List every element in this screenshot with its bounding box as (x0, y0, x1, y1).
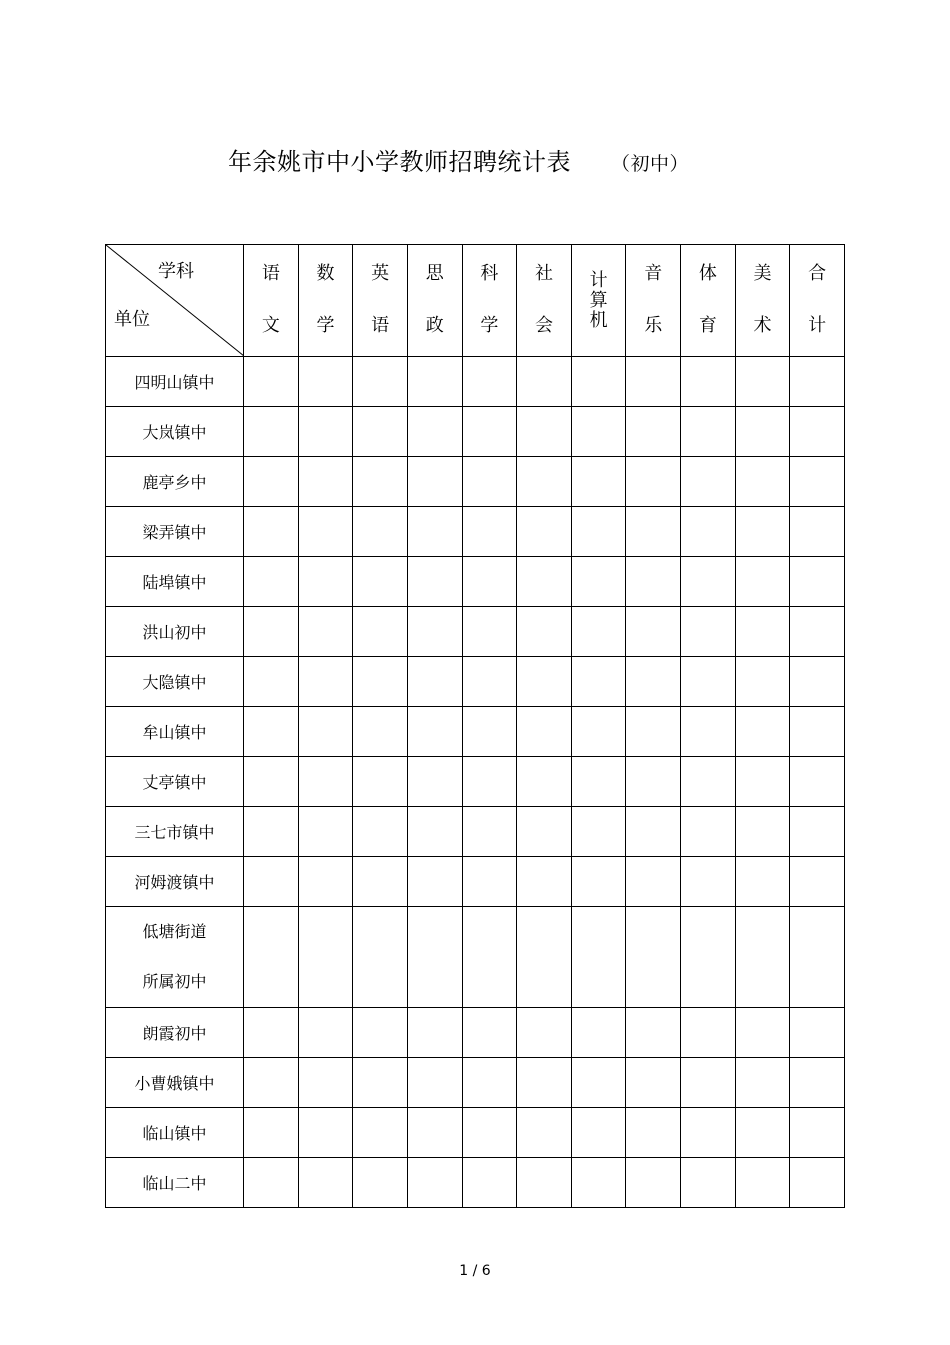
subject-char: 音 (644, 263, 663, 284)
subject-char: 思 (425, 263, 444, 284)
empty-cell (462, 557, 517, 607)
empty-cell (407, 1008, 462, 1058)
empty-cell (790, 1108, 845, 1158)
empty-cell (517, 407, 572, 457)
empty-cell (462, 407, 517, 457)
empty-cell (407, 757, 462, 807)
empty-cell (517, 807, 572, 857)
empty-cell (517, 1058, 572, 1108)
unit-name: 大隐镇中 (106, 657, 244, 707)
empty-cell (681, 657, 736, 707)
empty-cell (244, 557, 299, 607)
empty-cell (517, 357, 572, 407)
unit-name-line: 所属初中 (142, 972, 207, 991)
unit-name: 四明山镇中 (106, 357, 244, 407)
subject-char: 政 (425, 315, 444, 336)
empty-cell (517, 707, 572, 757)
empty-cell (244, 757, 299, 807)
empty-cell (517, 857, 572, 907)
empty-cell (517, 507, 572, 557)
empty-cell (571, 1058, 626, 1108)
empty-cell (681, 707, 736, 757)
empty-cell (298, 907, 353, 1008)
subject-header (462, 245, 517, 357)
corner-unit-label: 单位 (114, 309, 150, 330)
empty-cell (462, 1158, 517, 1208)
table-row (106, 807, 845, 857)
empty-cell (517, 1158, 572, 1208)
empty-cell (407, 357, 462, 407)
empty-cell (353, 607, 408, 657)
empty-cell (353, 407, 408, 457)
title-text: 年余姚市中小学教师招聘统计表 (228, 148, 571, 176)
empty-cell (517, 907, 572, 1008)
empty-cell (353, 507, 408, 557)
empty-cell (244, 407, 299, 457)
empty-cell (681, 457, 736, 507)
empty-cell (462, 1108, 517, 1158)
unit-name: 小曹娥镇中 (106, 1058, 244, 1108)
table-row (106, 1008, 845, 1058)
subject-char: 语 (261, 263, 280, 284)
empty-cell (571, 857, 626, 907)
subject-header (626, 245, 681, 357)
subject-header (790, 245, 845, 357)
unit-name: 梁弄镇中 (106, 507, 244, 557)
subject-char: 乐 (644, 315, 663, 336)
table-row (106, 557, 845, 607)
empty-cell (681, 1158, 736, 1208)
empty-cell (244, 1108, 299, 1158)
empty-cell (407, 457, 462, 507)
empty-cell (571, 357, 626, 407)
empty-cell (626, 407, 681, 457)
subject-char: 计 (808, 315, 827, 336)
empty-cell (298, 757, 353, 807)
empty-cell (407, 1108, 462, 1158)
empty-cell (407, 907, 462, 1008)
subject-header (681, 245, 736, 357)
subject-char: 社 (534, 263, 553, 284)
corner-header (106, 245, 244, 357)
empty-cell (735, 357, 790, 407)
empty-cell (790, 457, 845, 507)
empty-cell (298, 1158, 353, 1208)
unit-name: 朗霞初中 (106, 1008, 244, 1058)
subject-char: 语 (371, 315, 390, 336)
empty-cell (353, 657, 408, 707)
table-row (106, 407, 845, 457)
empty-cell (626, 1058, 681, 1108)
empty-cell (517, 457, 572, 507)
empty-cell (353, 1108, 408, 1158)
subject-char: 学 (480, 315, 499, 336)
empty-cell (790, 607, 845, 657)
empty-cell (681, 557, 736, 607)
subject-header (298, 245, 353, 357)
empty-cell (407, 607, 462, 657)
empty-cell (790, 557, 845, 607)
empty-cell (790, 357, 845, 407)
empty-cell (353, 907, 408, 1008)
empty-cell (517, 607, 572, 657)
empty-cell (626, 907, 681, 1008)
unit-name: 三七市镇中 (106, 807, 244, 857)
empty-cell (407, 557, 462, 607)
unit-name: 河姆渡镇中 (106, 857, 244, 907)
empty-cell (790, 507, 845, 557)
empty-cell (298, 557, 353, 607)
table-row (106, 907, 845, 1008)
page-number: 1 / 6 (459, 1263, 491, 1279)
unit-name: 鹿亭乡中 (106, 457, 244, 507)
empty-cell (681, 507, 736, 557)
empty-cell (298, 357, 353, 407)
empty-cell (462, 907, 517, 1008)
unit-name: 大岚镇中 (106, 407, 244, 457)
empty-cell (244, 707, 299, 757)
subject-char: 文 (261, 315, 280, 336)
empty-cell (353, 1008, 408, 1058)
subject-header (517, 245, 572, 357)
recruitment-table (105, 244, 845, 1208)
unit-name: 临山二中 (106, 1158, 244, 1208)
empty-cell (298, 607, 353, 657)
empty-cell (462, 1008, 517, 1058)
empty-cell (681, 807, 736, 857)
empty-cell (353, 1158, 408, 1208)
empty-cell (626, 807, 681, 857)
empty-cell (298, 707, 353, 757)
empty-cell (244, 1158, 299, 1208)
empty-cell (626, 1008, 681, 1058)
empty-cell (681, 607, 736, 657)
empty-cell (298, 857, 353, 907)
empty-cell (571, 407, 626, 457)
empty-cell (571, 1158, 626, 1208)
empty-cell (735, 857, 790, 907)
empty-cell (735, 707, 790, 757)
empty-cell (462, 1058, 517, 1108)
empty-cell (462, 657, 517, 707)
subject-char: 合 (808, 263, 827, 284)
empty-cell (462, 607, 517, 657)
subject-header (244, 245, 299, 357)
subject-header (735, 245, 790, 357)
empty-cell (790, 1058, 845, 1108)
empty-cell (244, 907, 299, 1008)
subject-char: 育 (698, 315, 717, 336)
subject-header (407, 245, 462, 357)
empty-cell (626, 857, 681, 907)
empty-cell (353, 757, 408, 807)
empty-cell (626, 657, 681, 707)
empty-cell (735, 507, 790, 557)
empty-cell (681, 407, 736, 457)
empty-cell (790, 707, 845, 757)
empty-cell (407, 507, 462, 557)
empty-cell (571, 657, 626, 707)
empty-cell (517, 1008, 572, 1058)
subject-char: 算 (589, 289, 608, 311)
empty-cell (244, 1008, 299, 1058)
empty-cell (462, 707, 517, 757)
empty-cell (735, 657, 790, 707)
table-row (106, 607, 845, 657)
empty-cell (244, 457, 299, 507)
empty-cell (298, 1058, 353, 1108)
empty-cell (353, 557, 408, 607)
empty-cell (462, 457, 517, 507)
empty-cell (244, 857, 299, 907)
empty-cell (790, 757, 845, 807)
empty-cell (681, 907, 736, 1008)
subject-char: 体 (698, 263, 717, 284)
unit-name-line: 低塘街道 (142, 922, 207, 941)
empty-cell (517, 557, 572, 607)
empty-cell (353, 807, 408, 857)
empty-cell (735, 407, 790, 457)
empty-cell (735, 457, 790, 507)
empty-cell (407, 1058, 462, 1108)
empty-cell (407, 857, 462, 907)
empty-cell (462, 357, 517, 407)
corner-subject-label: 学科 (158, 261, 194, 282)
empty-cell (298, 457, 353, 507)
empty-cell (353, 1058, 408, 1108)
empty-cell (790, 407, 845, 457)
empty-cell (681, 1008, 736, 1058)
empty-cell (462, 857, 517, 907)
empty-cell (298, 1108, 353, 1158)
subject-char: 机 (589, 309, 608, 331)
empty-cell (735, 607, 790, 657)
empty-cell (407, 807, 462, 857)
empty-cell (462, 507, 517, 557)
empty-cell (735, 757, 790, 807)
empty-cell (517, 657, 572, 707)
empty-cell (681, 1058, 736, 1108)
table-row (106, 707, 845, 757)
empty-cell (407, 407, 462, 457)
subject-char: 英 (371, 263, 390, 284)
empty-cell (790, 1158, 845, 1208)
empty-cell (244, 357, 299, 407)
empty-cell (571, 1008, 626, 1058)
table-row (106, 1058, 845, 1108)
empty-cell (298, 507, 353, 557)
empty-cell (735, 1008, 790, 1058)
empty-cell (571, 757, 626, 807)
empty-cell (626, 557, 681, 607)
empty-cell (571, 807, 626, 857)
empty-cell (298, 407, 353, 457)
empty-cell (681, 1108, 736, 1158)
empty-cell (571, 707, 626, 757)
empty-cell (790, 657, 845, 707)
empty-cell (735, 1108, 790, 1158)
empty-cell (571, 907, 626, 1008)
empty-cell (790, 1008, 845, 1058)
unit-name: 临山镇中 (106, 1108, 244, 1158)
table-row (106, 757, 845, 807)
empty-cell (681, 857, 736, 907)
empty-cell (571, 457, 626, 507)
title-subtitle: （初中） (611, 153, 690, 175)
subject-char: 数 (316, 263, 335, 284)
empty-cell (353, 357, 408, 407)
empty-cell (244, 807, 299, 857)
empty-cell (571, 607, 626, 657)
table-row (106, 1158, 845, 1208)
subject-char: 美 (753, 263, 772, 284)
unit-name: 洪山初中 (106, 607, 244, 657)
empty-cell (626, 1108, 681, 1158)
empty-cell (681, 757, 736, 807)
subject-char: 科 (480, 263, 499, 284)
empty-cell (462, 757, 517, 807)
empty-cell (626, 357, 681, 407)
empty-cell (298, 657, 353, 707)
empty-cell (790, 857, 845, 907)
empty-cell (626, 507, 681, 557)
subject-char: 会 (534, 315, 553, 336)
table-row (106, 357, 845, 407)
subject-char: 计 (589, 269, 608, 291)
empty-cell (735, 1158, 790, 1208)
page-title (228, 142, 689, 177)
empty-cell (626, 1158, 681, 1208)
unit-name: 陆埠镇中 (106, 557, 244, 607)
unit-name: 牟山镇中 (106, 707, 244, 757)
subject-header (571, 245, 626, 357)
subject-char: 术 (753, 315, 772, 336)
empty-cell (407, 657, 462, 707)
unit-name: 丈亭镇中 (106, 757, 244, 807)
empty-cell (244, 657, 299, 707)
table-row (106, 857, 845, 907)
table-row (106, 657, 845, 707)
table-row (106, 507, 845, 557)
empty-cell (517, 757, 572, 807)
empty-cell (626, 607, 681, 657)
empty-cell (244, 607, 299, 657)
empty-cell (298, 1008, 353, 1058)
empty-cell (735, 807, 790, 857)
empty-cell (626, 707, 681, 757)
empty-cell (790, 807, 845, 857)
empty-cell (626, 457, 681, 507)
unit-name (106, 907, 244, 1008)
empty-cell (626, 757, 681, 807)
empty-cell (517, 1108, 572, 1158)
empty-cell (735, 1058, 790, 1108)
empty-cell (298, 807, 353, 857)
empty-cell (244, 1058, 299, 1108)
empty-cell (571, 557, 626, 607)
empty-cell (735, 907, 790, 1008)
subject-char: 学 (316, 315, 335, 336)
empty-cell (407, 1158, 462, 1208)
empty-cell (790, 907, 845, 1008)
empty-cell (571, 1108, 626, 1158)
empty-cell (353, 707, 408, 757)
table-row (106, 1108, 845, 1158)
empty-cell (462, 807, 517, 857)
empty-cell (571, 507, 626, 557)
empty-cell (735, 557, 790, 607)
subject-header (353, 245, 408, 357)
empty-cell (353, 457, 408, 507)
empty-cell (244, 507, 299, 557)
empty-cell (681, 357, 736, 407)
table-row (106, 457, 845, 507)
header-row (106, 245, 845, 357)
empty-cell (407, 707, 462, 757)
empty-cell (353, 857, 408, 907)
